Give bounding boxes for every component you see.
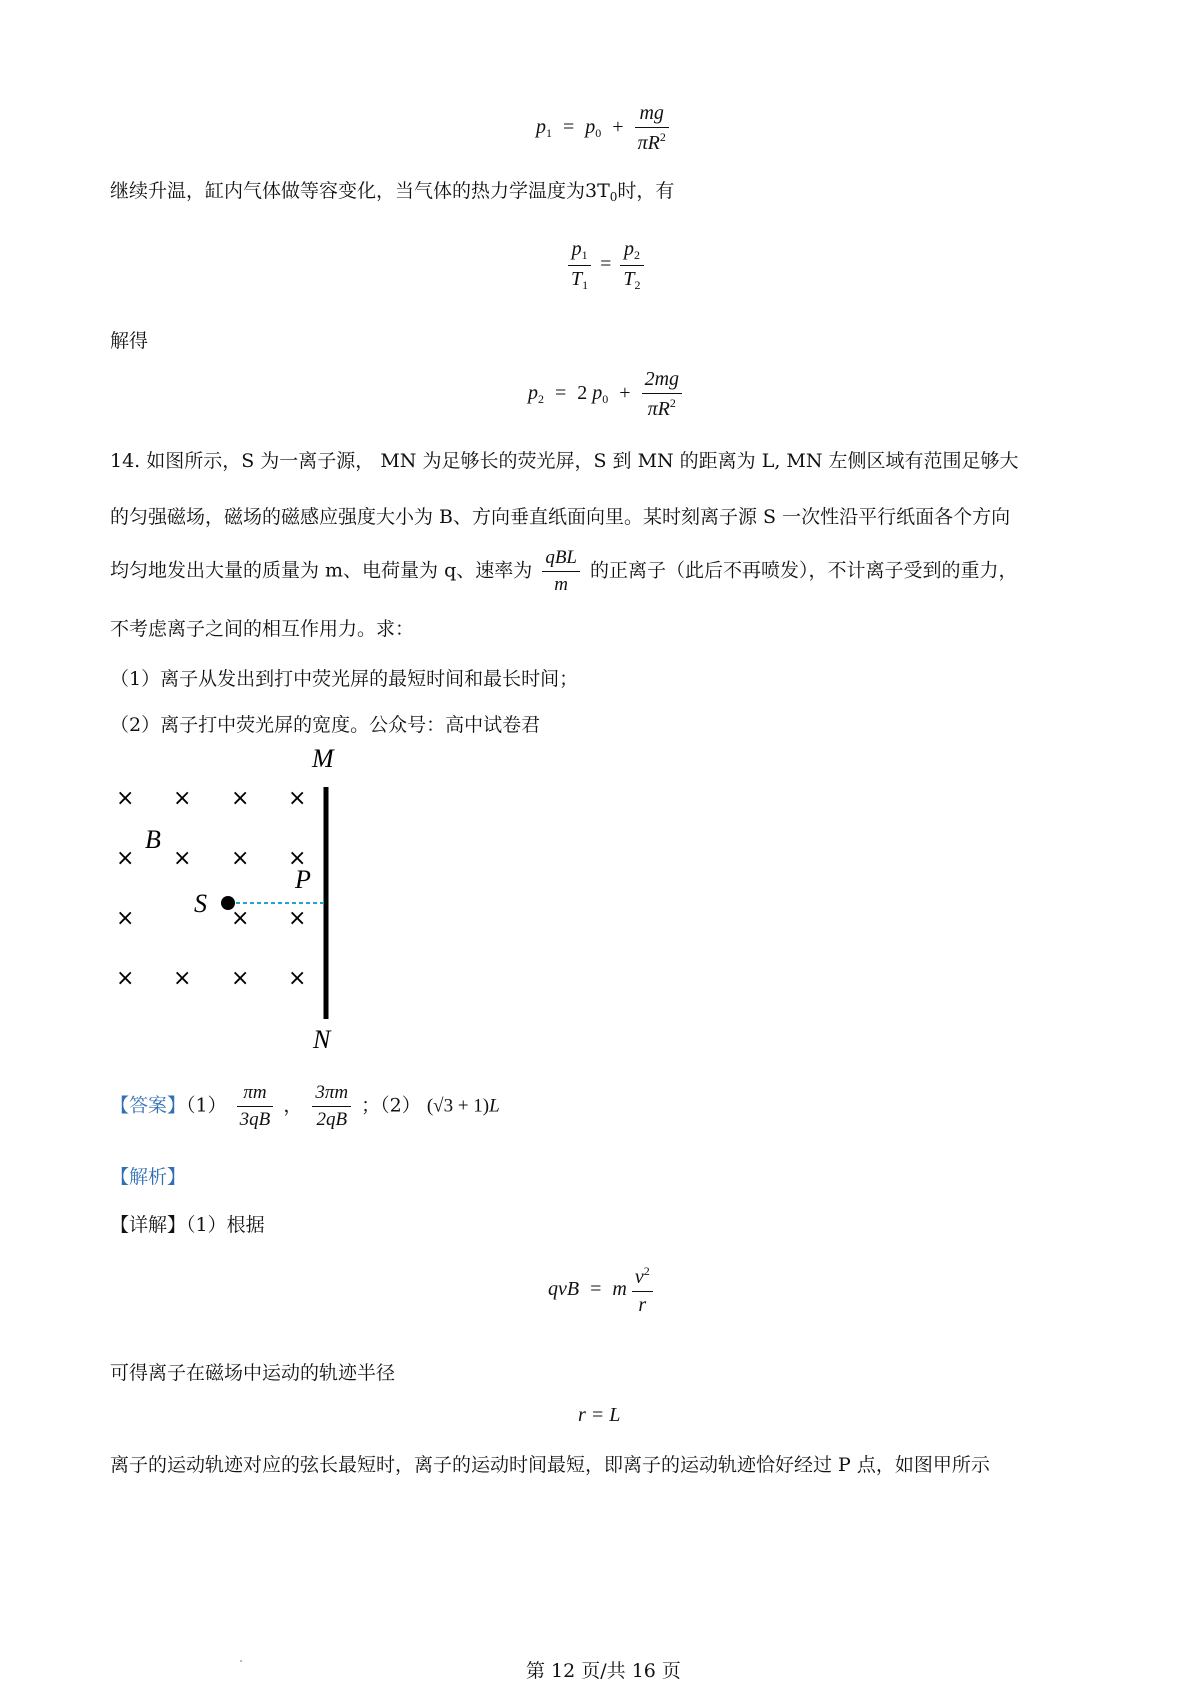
field-cross: × — [116, 966, 135, 991]
question-2: （2）离子打中荧光屏的宽度。公众号：高中试卷君 — [110, 714, 541, 736]
field-cross: × — [231, 846, 250, 871]
label-M: M — [312, 744, 334, 773]
detail-line: 【详解】（1）根据 — [110, 1214, 265, 1236]
text-radius: 可得离子在磁场中运动的轨迹半径 — [110, 1362, 396, 1384]
problem-line-3: 均匀地发出大量的质量为 m、电荷量为 q、速率为 $\frac{\text{qBL}}{m}$ 的正离子（此后不再喷发），不计离子受到的重力， — [110, 547, 1018, 595]
answer-line: 【答案】（1） $\frac{\pi m}{3qB}$ ， $\frac{3\pi m}{2qB}$ ；（2） (√3 + 1)L — [110, 1082, 500, 1130]
text-heating: 继续升温，缸内气体做等容变化，当气体的热力学温度为$3T_0$时，有 — [110, 180, 675, 204]
label-N: N — [313, 1025, 331, 1054]
equation-lorentz: qvB = m $\frac{v^2}{r}$ — [548, 1264, 653, 1317]
field-cross: × — [288, 846, 307, 871]
problem-line-2: 的匀强磁场，磁场的磁感应强度大小为 B、方向垂直纸面向里。某时刻离子源 S 一次性沿平行纸面各个方向 — [110, 506, 1011, 528]
magnetic-field-figure — [100, 740, 360, 1060]
equation-p1: $p_1 = p_0$ + $\frac{mg}{\pi R^2}$ — [536, 102, 669, 155]
field-cross: × — [288, 966, 307, 991]
answer-tag: 【答案】 — [110, 1094, 187, 1117]
label-S: S — [194, 889, 207, 918]
field-cross: × — [173, 846, 192, 871]
problem-line-4: 不考虑离子之间的相互作用力。求： — [110, 618, 415, 640]
field-cross: × — [231, 906, 250, 931]
label-P: P — [295, 865, 311, 894]
analysis-tag: 【解析】 — [110, 1166, 187, 1188]
field-cross: × — [116, 786, 135, 811]
label-B: B — [145, 825, 161, 854]
equation-ratio: $\frac{p_1}{T_1}$ = $\frac{p_2}{T_2}$ — [568, 238, 644, 293]
text-solve: 解得 — [110, 330, 149, 352]
field-cross: × — [231, 786, 250, 811]
page-footer: 第 12 页/共 16 页 — [526, 1660, 681, 1682]
field-cross: × — [288, 786, 307, 811]
text-trajectory: 离子的运动轨迹对应的弦长最短时，离子的运动时间最短，即离子的运动轨迹恰好经过 P 点，如图甲所示 — [110, 1454, 990, 1476]
question-1: （1）离子从发出到打中荧光屏的最短时间和最长时间； — [110, 668, 579, 690]
field-cross: × — [288, 906, 307, 931]
field-cross: × — [231, 966, 250, 991]
equation-p2: $p_2 = 2$ $p_0$ + $\frac{2mg}{\pi R^2}$ — [528, 368, 682, 421]
field-crosses — [116, 786, 306, 991]
decorative-dot — [240, 1660, 242, 1662]
field-cross: × — [173, 786, 192, 811]
equation-r: r = L — [578, 1404, 621, 1426]
field-cross: × — [116, 906, 135, 931]
field-cross: × — [173, 966, 192, 991]
problem-line-1: 14. 如图所示，S 为一离子源， MN 为足够长的荧光屏，S 到 MN 的距离为 L, MN 左侧区域有范围足够大 — [110, 450, 1019, 472]
field-cross: × — [116, 846, 135, 871]
